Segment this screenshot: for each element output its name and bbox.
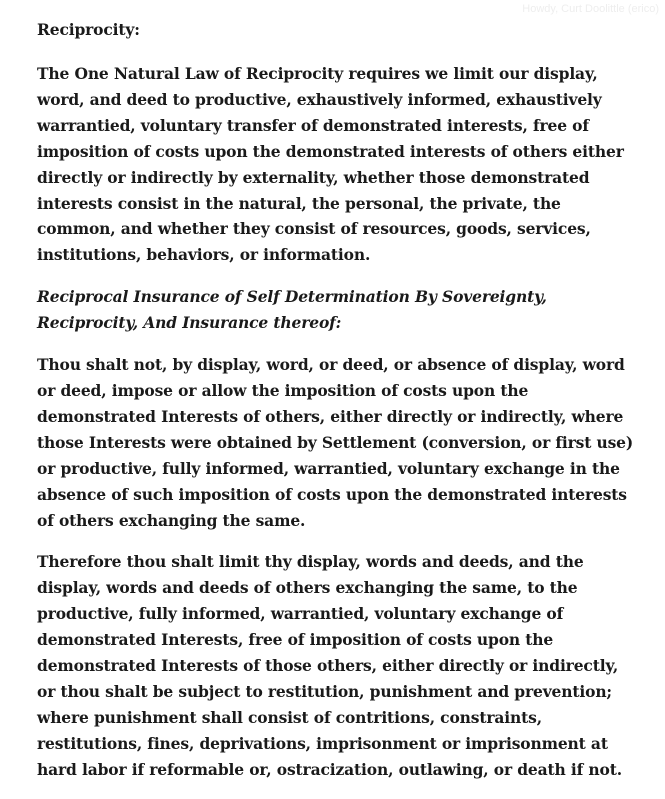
user-greeting-watermark: Howdy, Curt Doolittle (erico) <box>522 3 659 15</box>
paragraph-thou-shalt-not: Thou shalt not, by display, word, or deed, or absence of display, word or deed, impose or allow the imposition of costs upon the demonstrated Interests of others, either directly or indirectly, where those Interests were obtained by Settlement (conversion, or first use) or productive, fully informed, warrantied, voluntary exchange in the absence of such imposition of costs upon the demonstrated interests of others exchanging the same. <box>37 355 634 530</box>
section-title: Reciprocity: <box>37 20 140 39</box>
paragraph-therefore: Therefore thou shalt limit thy display, words and deeds, and the display, words and deeds of others exchanging the same, to the productive, fully informed, warrantied, voluntary exchange of demonstrated Interests, free of imposition of costs upon the demonstrated Interests of those others, either directly or indirectly, or thou shalt be subject to restitution, punishment and prevention; where punishment shall consist of contritions, constraints, restitutions, fines, deprivations, imprisonment or imprisonment at hard labor if reformable or, ostracization, outlawing, or death if not. <box>37 552 622 779</box>
article-body <box>37 17 637 799</box>
paragraph-natural-law: The One Natural Law of Reciprocity requires we limit our display, word, and deed to productive, exhaustively informed, exhaustively warrantied, voluntary transfer of demonstrated interests, free of imposition of costs upon the demonstrated interests of others either directly or indirectly by externality, whether those demonstrated interests consist in the natural, the personal, the private, the common, and whether they consist of resources, goods, services, institutions, behaviors, or information. <box>37 64 624 265</box>
paragraph-insurance-subtitle: Reciprocal Insurance of Self Determination By Sovereignty, Reciprocity, And Insurance thereof: <box>37 287 547 333</box>
